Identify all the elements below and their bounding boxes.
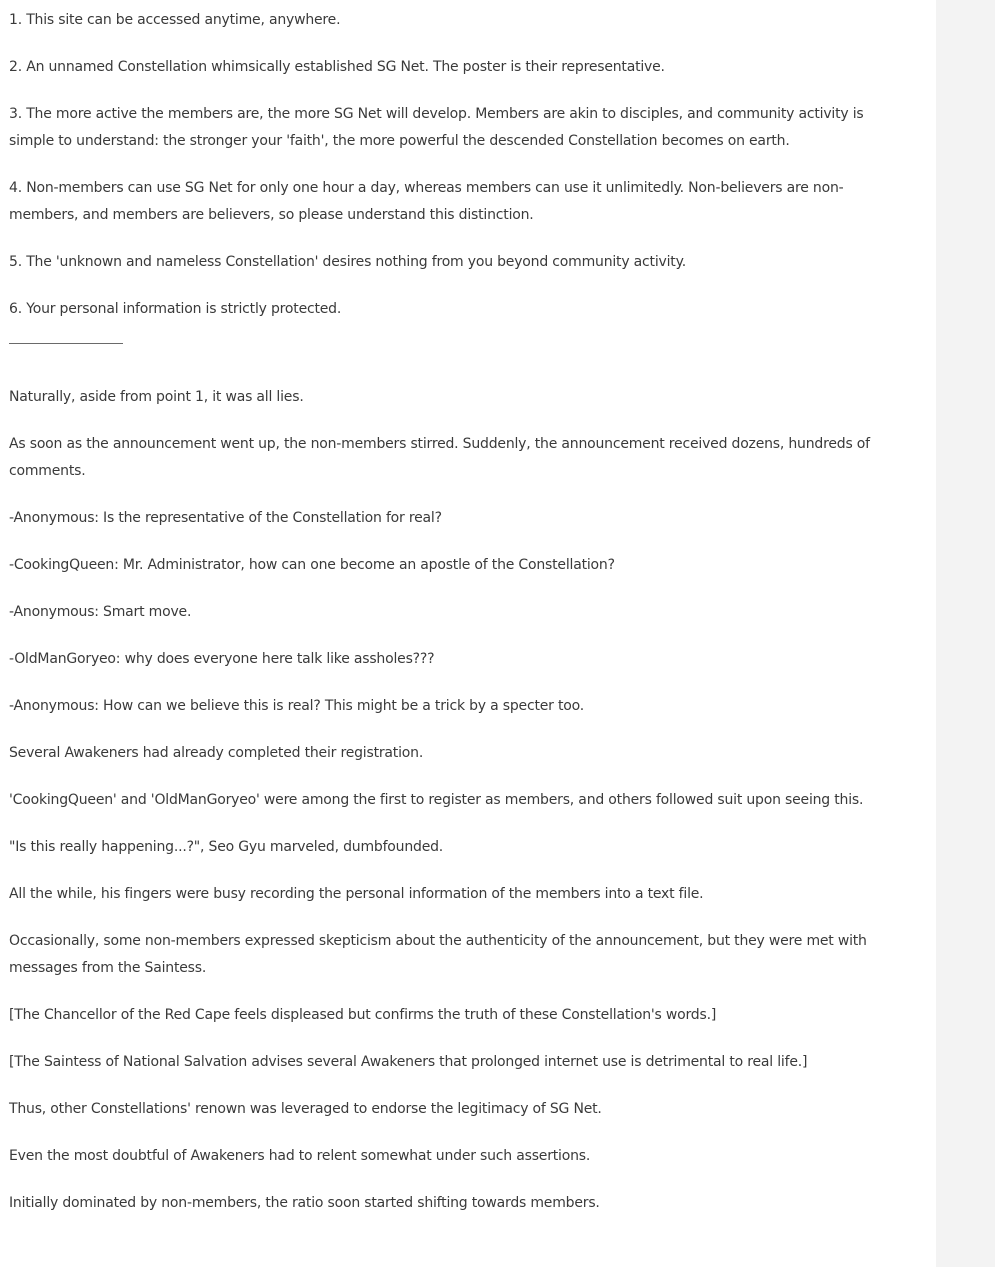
- comment-paragraph: -Anonymous: How can we believe this is real? This might be a trick by a specter too.: [9, 698, 584, 714]
- rule-paragraph: 5. The 'unknown and nameless Constellation' desires nothing from you beyond community activity.: [9, 254, 686, 270]
- system-message-paragraph: [The Saintess of National Salvation advises several Awakeners that prolonged internet use is detrimental to real life.]: [9, 1054, 808, 1070]
- story-paragraph: Initially dominated by non-members, the ratio soon started shifting towards members.: [9, 1195, 600, 1211]
- story-paragraph: Thus, other Constellations' renown was leveraged to endorse the legitimacy of SG Net.: [9, 1101, 602, 1117]
- story-paragraph: 'CookingQueen' and 'OldManGoryeo' were among the first to register as members, and others followed suit upon seeing this.: [9, 792, 864, 808]
- story-paragraph: Several Awakeners had already completed their registration.: [9, 745, 424, 761]
- story-paragraph: Even the most doubtful of Awakeners had to relent somewhat under such assertions.: [9, 1148, 591, 1164]
- rule-paragraph: 4. Non-members can use SG Net for only one hour a day, whereas members can use it unlimitedly. Non-believers are non-members, and members are believers, so please understand this distinction.: [9, 180, 844, 223]
- system-message-paragraph: [The Chancellor of the Red Cape feels displeased but confirms the truth of these Constellation's words.]: [9, 1007, 717, 1023]
- story-paragraph: "Is this really happening...?", Seo Gyu marveled, dumbfounded.: [9, 839, 444, 855]
- section-divider: [9, 343, 123, 344]
- story-paragraph: As soon as the announcement went up, the non-members stirred. Suddenly, the announcement received dozens, hundreds of comments.: [9, 436, 870, 479]
- comment-paragraph: -Anonymous: Smart move.: [9, 604, 192, 620]
- story-paragraph: All the while, his fingers were busy recording the personal information of the members into a text file.: [9, 886, 704, 902]
- comment-paragraph: -OldManGoryeo: why does everyone here talk like assholes???: [9, 651, 435, 667]
- rule-paragraph: 2. An unnamed Constellation whimsically established SG Net. The poster is their representative.: [9, 59, 665, 75]
- comment-paragraph: -Anonymous: Is the representative of the Constellation for real?: [9, 510, 442, 526]
- rule-paragraph: 1. This site can be accessed anytime, anywhere.: [9, 12, 341, 28]
- comment-paragraph: -CookingQueen: Mr. Administrator, how can one become an apostle of the Constellation?: [9, 557, 615, 573]
- rule-paragraph: 6. Your personal information is strictly protected.: [9, 301, 342, 317]
- story-paragraph: Naturally, aside from point 1, it was all lies.: [9, 389, 304, 405]
- story-paragraph: Occasionally, some non-members expressed skepticism about the authenticity of the announcement, but they were met with messages from the Saintess.: [9, 933, 867, 976]
- right-sidebar: [936, 0, 995, 1267]
- rule-paragraph: 3. The more active the members are, the more SG Net will develop. Members are akin to disciples, and community activity is simple to understand: the stronger your 'faith', the more powerful the descended Constellation becomes on earth.: [9, 106, 864, 149]
